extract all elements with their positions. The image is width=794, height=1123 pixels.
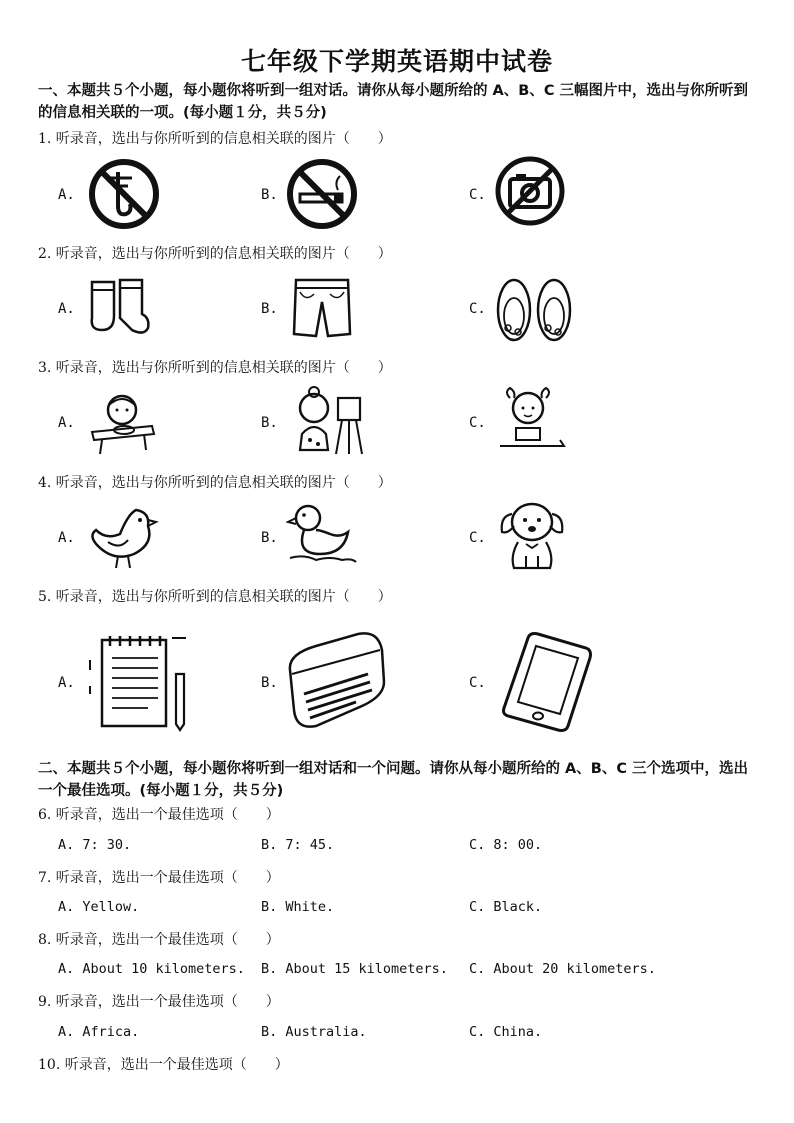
girl-eating-icon bbox=[84, 388, 160, 456]
q9-option-b: B. Australia. bbox=[261, 1024, 367, 1040]
page-title: 七年级下学期英语期中试卷 bbox=[240, 47, 553, 76]
no-photos-sign-icon bbox=[494, 155, 566, 227]
q9-option-a: A. Africa. bbox=[58, 1024, 140, 1040]
question-2: 2. 听录音，选出与你所听到的信息相关联的图片（ ） bbox=[38, 246, 392, 262]
q6-option-a: A. 7: 30. bbox=[58, 837, 132, 853]
q7-option-b: B. White. bbox=[261, 899, 335, 915]
dog-icon bbox=[496, 498, 568, 574]
q2-option-b-letter: B. bbox=[261, 301, 278, 317]
no-smoking-sign-icon bbox=[286, 158, 358, 230]
q3-option-b-letter: B. bbox=[261, 415, 278, 431]
q2-option-a-letter: A. bbox=[58, 301, 75, 317]
girl-painting-icon bbox=[286, 384, 366, 460]
no-fishing-sign-icon bbox=[88, 158, 160, 230]
shoes-icon bbox=[494, 272, 576, 344]
q1-option-a-letter: A. bbox=[58, 187, 75, 203]
section-1-heading: 一、本题共５个小题，每小题你将听到一组对话。请你从每小题所给的 A、B、C 三幅图片中，选出与你所听到的信息相关联的一项。(每小题１分，共５分) bbox=[38, 83, 749, 121]
q5-option-a-letter: A. bbox=[58, 675, 75, 691]
question-4: 4. 听录音，选出与你所听到的信息相关联的图片（ ） bbox=[38, 475, 392, 491]
phone-icon bbox=[498, 630, 594, 734]
q4-option-c-letter: C. bbox=[469, 530, 486, 546]
question-3: 3. 听录音，选出与你所听到的信息相关联的图片（ ） bbox=[38, 360, 392, 376]
q2-option-c-letter: C. bbox=[469, 301, 486, 317]
q5-option-b-letter: B. bbox=[261, 675, 278, 691]
q3-option-a-letter: A. bbox=[58, 415, 75, 431]
q9-option-c: C. China. bbox=[469, 1024, 543, 1040]
question-9: 9. 听录音，选出一个最佳选项（ ） bbox=[38, 994, 280, 1010]
q7-option-c: C. Black. bbox=[469, 899, 543, 915]
q1-option-c-letter: C. bbox=[469, 187, 486, 203]
q4-option-b-letter: B. bbox=[261, 530, 278, 546]
question-8: 8. 听录音，选出一个最佳选项（ ） bbox=[38, 932, 280, 948]
q4-option-a-letter: A. bbox=[58, 530, 75, 546]
section-2-heading: 二、本题共５个小题，每小题你将听到一组对话和一个问题。请你从每小题所给的 A、B、C 三个选项中，选出一个最佳选项。(每小题１分，共５分) bbox=[38, 761, 749, 799]
q6-option-c: C. 8: 00. bbox=[469, 837, 543, 853]
question-6: 6. 听录音，选出一个最佳选项（ ） bbox=[38, 807, 280, 823]
q8-option-b: B. About 15 kilometers. bbox=[261, 961, 448, 977]
q1-option-b-letter: B. bbox=[261, 187, 278, 203]
notebook-icon bbox=[88, 630, 194, 732]
socks-icon bbox=[84, 272, 156, 342]
q3-option-c-letter: C. bbox=[469, 415, 486, 431]
question-7: 7. 听录音，选出一个最佳选项（ ） bbox=[38, 870, 280, 886]
girl-reading-icon bbox=[496, 384, 568, 456]
q7-option-a: A. Yellow. bbox=[58, 899, 140, 915]
question-1: 1. 听录音，选出与你所听到的信息相关联的图片（ ） bbox=[38, 131, 392, 147]
question-10: 10. 听录音，选出一个最佳选项（ ） bbox=[38, 1057, 289, 1073]
duck-icon bbox=[286, 498, 358, 570]
bird-icon bbox=[84, 500, 160, 572]
q6-option-b: B. 7: 45. bbox=[261, 837, 335, 853]
q5-option-c-letter: C. bbox=[469, 675, 486, 691]
question-5: 5. 听录音，选出与你所听到的信息相关联的图片（ ） bbox=[38, 589, 392, 605]
pencil-case-icon bbox=[286, 630, 386, 730]
q8-option-c: C. About 20 kilometers. bbox=[469, 961, 656, 977]
q8-option-a: A. About 10 kilometers. bbox=[58, 961, 245, 977]
shorts-icon bbox=[286, 272, 358, 344]
